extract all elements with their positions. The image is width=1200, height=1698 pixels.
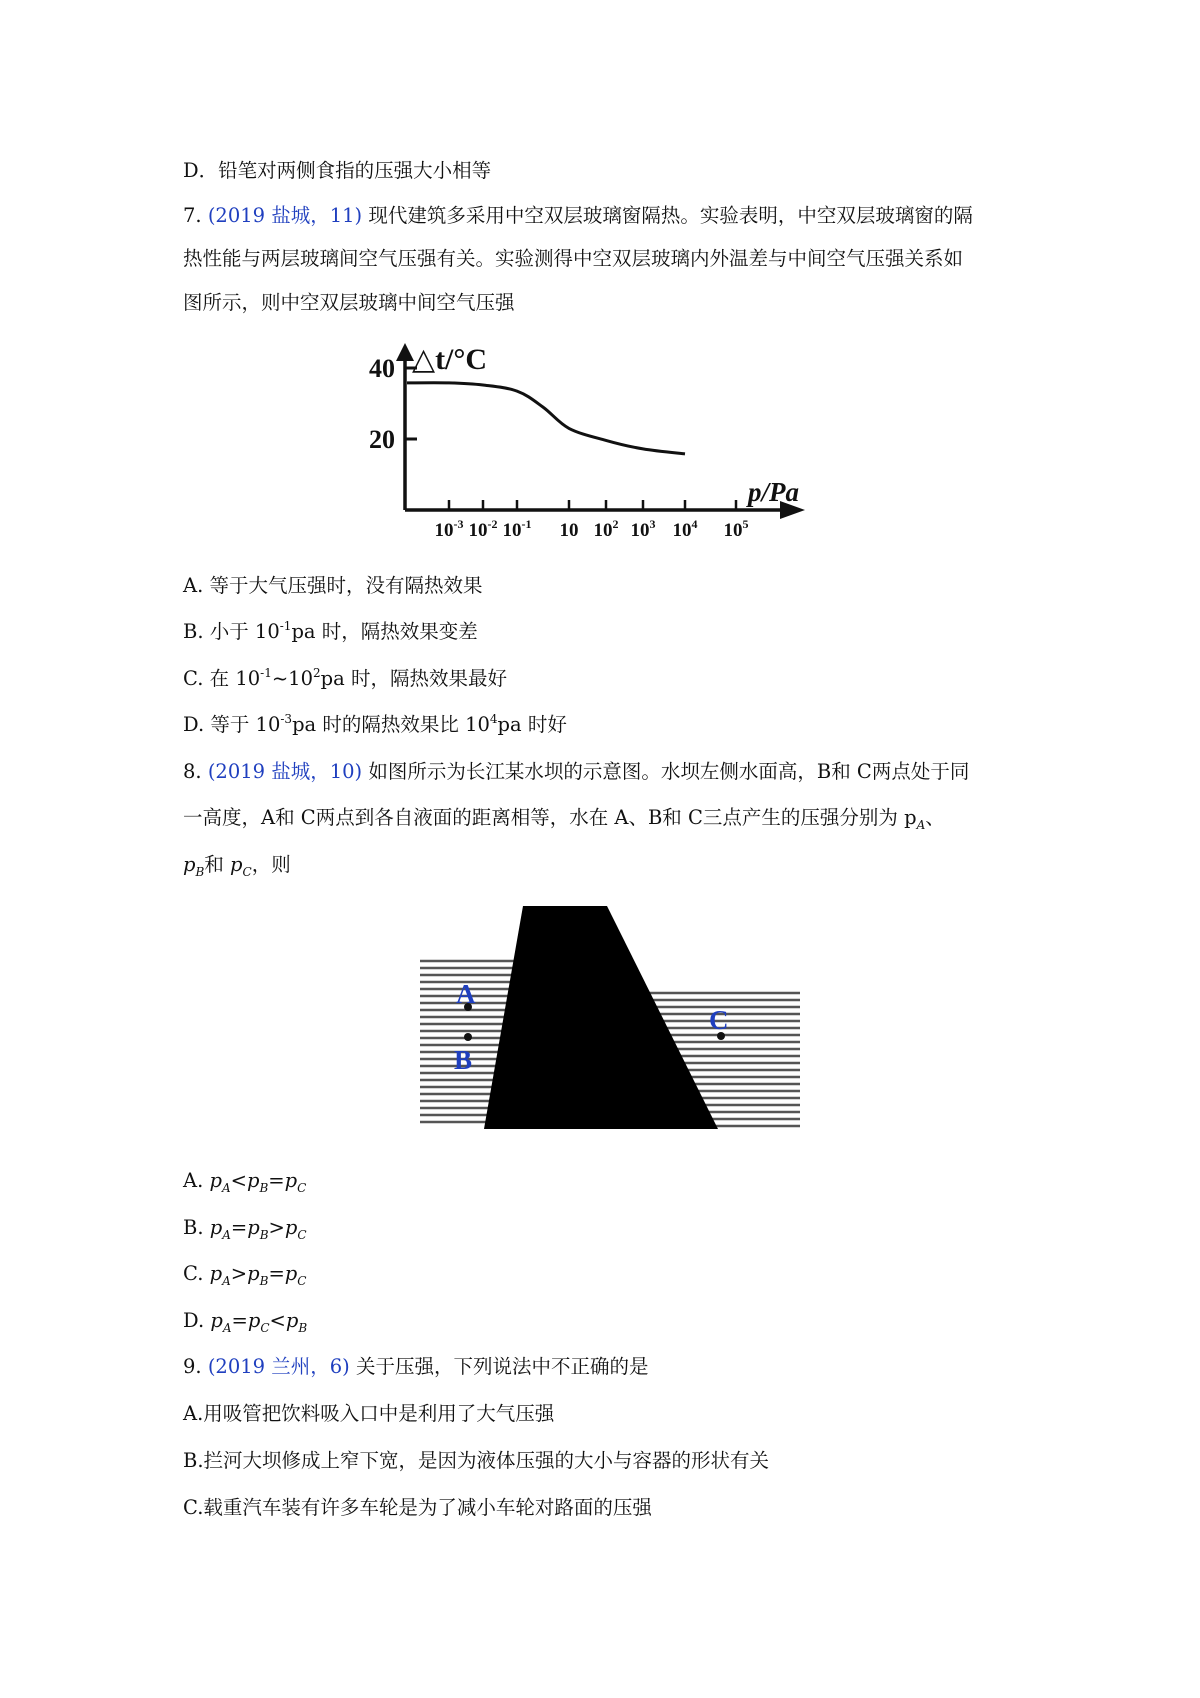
q7-line-1 (183, 201, 973, 231)
x-tick-label: $10^4$ (672, 517, 698, 541)
q7-line-3: 图所示，则中空双层玻璃中间空气压强 (183, 291, 515, 314)
q8-line-1 (183, 757, 969, 787)
dam-diagram (420, 895, 800, 1130)
q8-option-b: B. $p_A=p_B>p_C$ (183, 1216, 307, 1242)
q8-line-2: 一高度，A和 C两点到各自液面的距离相等，水在 A、B和 C三点产生的压强分别为 $p_A$、 (183, 806, 945, 832)
q7-option-d: D. 等于 $10^{-3}pa$ 时的隔热效果比 $10^4pa$ 时好 (183, 711, 567, 736)
q7-source: (2019 盐城，11) (207, 204, 363, 227)
q9-source: (2019 兰州，6) (207, 1355, 350, 1378)
q8-option-d: D. $p_A=p_C<p_B$ (183, 1309, 308, 1335)
q8-text-1: 如图所示为长江某水坝的示意图。水坝左侧水面高，B和 C两点处于同 (368, 760, 970, 783)
x-ticks (435, 500, 749, 541)
q7-text-1: 现代建筑多采用中空双层玻璃窗隔热。实验表明，中空双层玻璃窗的隔 (368, 204, 973, 227)
q8-number: 8. (183, 760, 208, 783)
q9-stem: 关于压强，下列说法中不正确的是 (349, 1355, 649, 1378)
point-b-label: B (454, 1045, 473, 1075)
x-tick-label: $10^2$ (593, 517, 619, 541)
x-tick-label: $10^3$ (630, 517, 656, 541)
q8-option-a: A. $p_A<p_B=p_C$ (183, 1169, 307, 1195)
q7-option-b: B. 小于 $10^{-1}pa$ 时，隔热效果变差 (183, 618, 478, 643)
y-ticks (369, 354, 417, 454)
point-c-label: C (709, 1005, 729, 1035)
q7-number: 7. (183, 204, 208, 227)
q9-option-c: C.载重汽车装有许多车轮是为了减小车轮对路面的压强 (183, 1496, 652, 1519)
dam-body (484, 906, 718, 1129)
q7-line-2: 热性能与两层玻璃间空气压强有关。实验测得中空双层玻璃内外温差与中间空气压强关系如 (183, 247, 964, 270)
x-axis-label: p/Pa (748, 477, 799, 507)
y-tick-label-40: 40 (369, 354, 395, 383)
x-tick-label: $10^{-3}$ (434, 517, 464, 541)
q8-option-c: C. $p_A>p_B=p_C$ (183, 1262, 307, 1288)
y-axis-label: △t/°C (412, 343, 488, 376)
x-tick-label: $10^5$ (723, 517, 749, 541)
temperature-pressure-chart (350, 335, 820, 550)
y-tick-label-20: 20 (369, 425, 395, 454)
q9-number: 9. (183, 1355, 208, 1378)
q7-option-c: C. 在 $10^{-1}\sim 10^2pa$ 时，隔热效果最好 (183, 665, 507, 690)
series-line (407, 383, 685, 454)
q9-option-b: B.拦河大坝修成上窄下宽，是因为液体压强的大小与容器的形状有关 (183, 1449, 770, 1472)
x-tick-label: 10 (559, 520, 579, 541)
q9-option-a: A.用吸管把饮料吸入口中是利用了大气压强 (183, 1402, 555, 1425)
x-tick-label: $10^{-2}$ (468, 517, 498, 541)
prev-option-d: D．铅笔对两侧食指的压强大小相等 (183, 159, 492, 182)
x-tick-label: $10^{-1}$ (502, 517, 532, 541)
q8-line-3: $p_B$和 $p_C$，则 (183, 853, 291, 879)
point-a-label: A (456, 979, 476, 1009)
q9-line-1 (183, 1352, 648, 1382)
q7-option-a: A. 等于大气压强时，没有隔热效果 (183, 574, 483, 597)
point-b-dot (464, 1033, 472, 1041)
q8-source: (2019 盐城，10) (207, 760, 363, 783)
